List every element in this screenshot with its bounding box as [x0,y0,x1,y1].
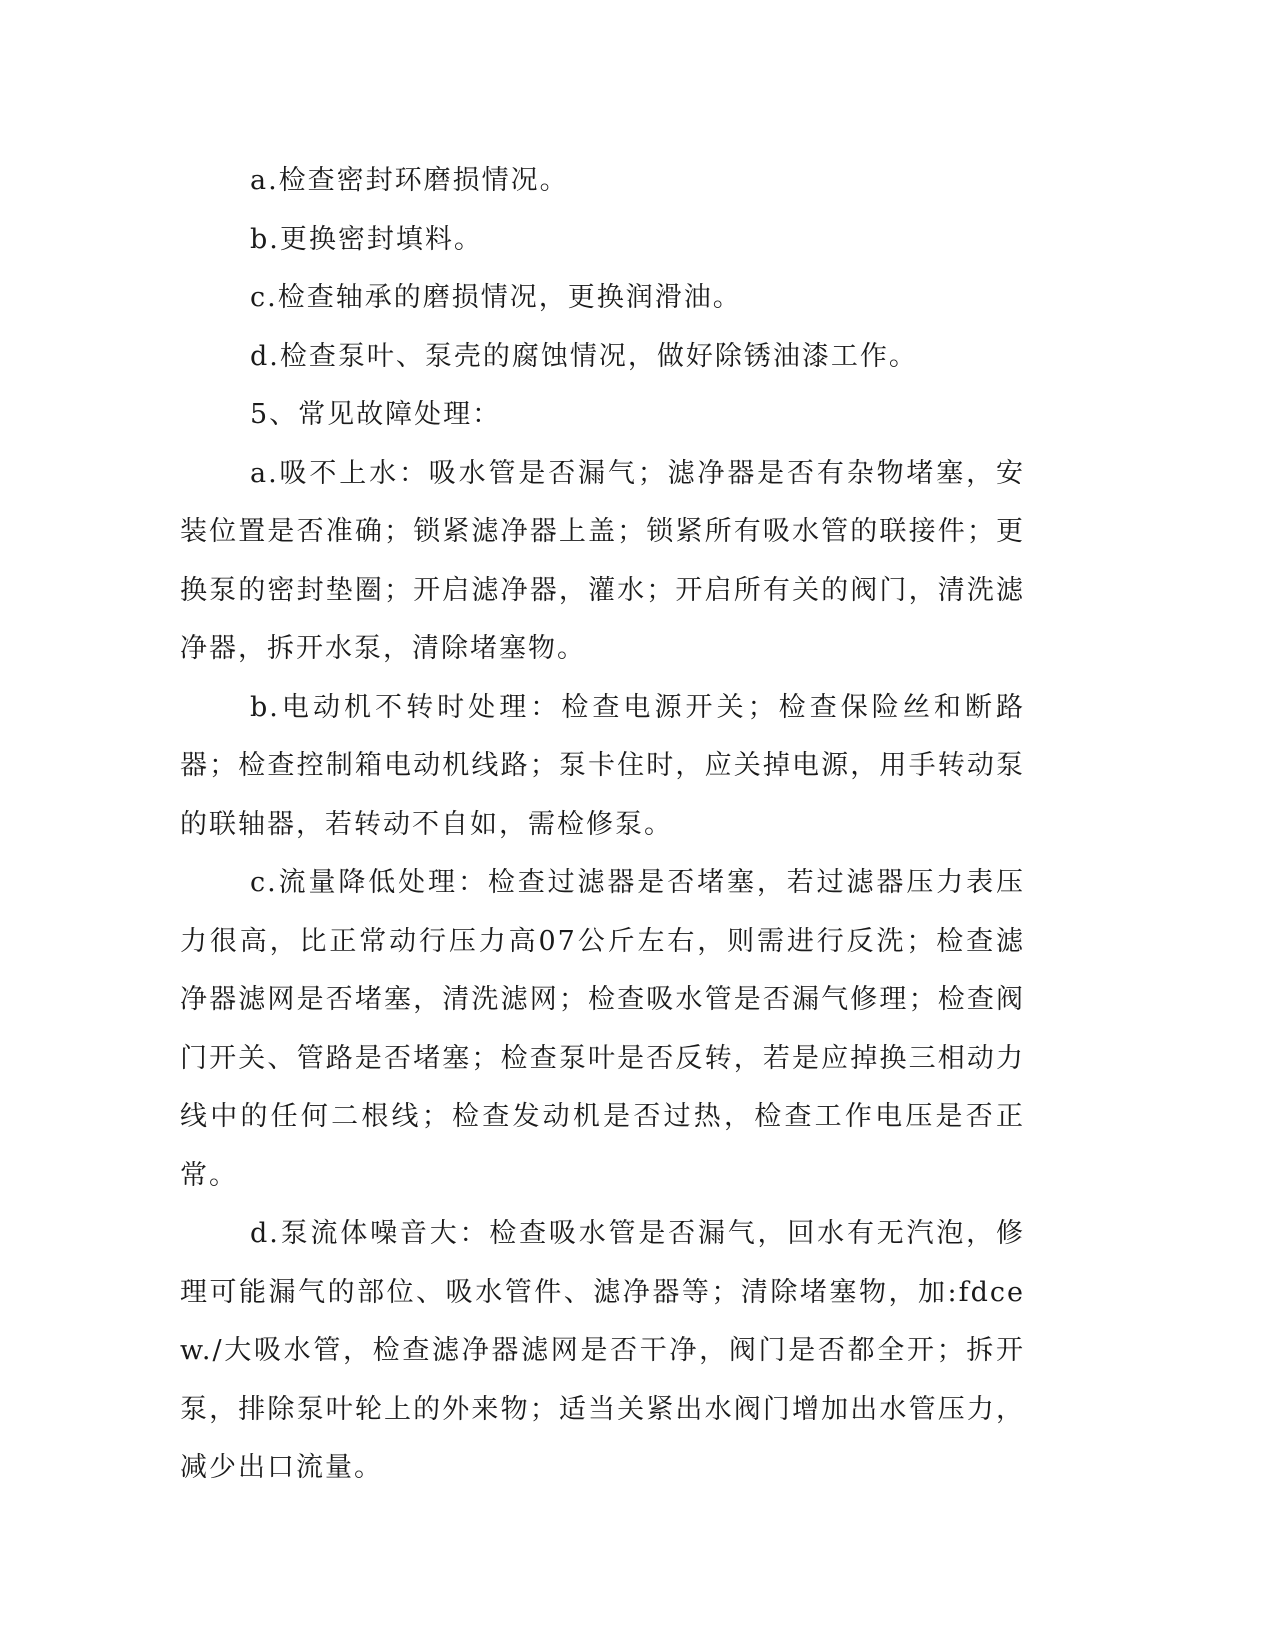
paragraph-pump-noise: d.泵流体噪音大：检查吸水管是否漏气，回水有无汽泡，修理可能漏气的部位、吸水管件、滤净器等；清除堵塞物，加:fdcew./大吸水管，检查滤净器滤网是否干净，阀门是否都全开；拆开泵，排除泵叶轮上的外来物；适当关紧出水阀门增加出水管压力，减少出口流量。 [180,1218,1025,1483]
document-body [180,152,1025,1498]
section-heading-faults: 5、常见故障处理： [250,399,502,430]
paragraph-motor-not-turning: b.电动机不转时处理：检查电源开关；检查保险丝和断路器；检查控制箱电动机线路；泵卡住时，应关掉电源，用手转动泵的联轴器，若转动不自如，需检修泵。 [180,691,1025,840]
paragraph-packing: b.更换密封填料。 [250,223,483,255]
paragraph-corrosion: d.检查泵叶、泵壳的腐蚀情况，做好除锈油漆工作。 [250,340,918,372]
paragraph-seal-ring: a.检查密封环磨损情况。 [250,165,569,196]
paragraph-bearing: c.检查轴承的磨损情况，更换润滑油。 [250,282,742,313]
paragraph-flow-reduced: c.流量降低处理：检查过滤器是否堵塞，若过滤器压力表压力很高，比正常动行压力高07公斤左右，则需进行反洗；检查滤净器滤网是否堵塞，清洗滤网；检查吸水管是否漏气修理；检查阀门开关、管路是否堵塞；检查泵叶是否反转，若是应掉换三相动力线中的任何二根线；检查发动机是否过热，检查工作电压是否正常。 [180,867,1025,1191]
paragraph-no-suction: a.吸不上水：吸水管是否漏气；滤净器是否有杂物堵塞，安装位置是否准确；锁紧滤净器上盖；锁紧所有吸水管的联接件；更换泵的密封垫圈；开启滤净器，灌水；开启所有关的阀门，清洗滤净器，拆开水泵，清除堵塞物。 [180,457,1025,664]
